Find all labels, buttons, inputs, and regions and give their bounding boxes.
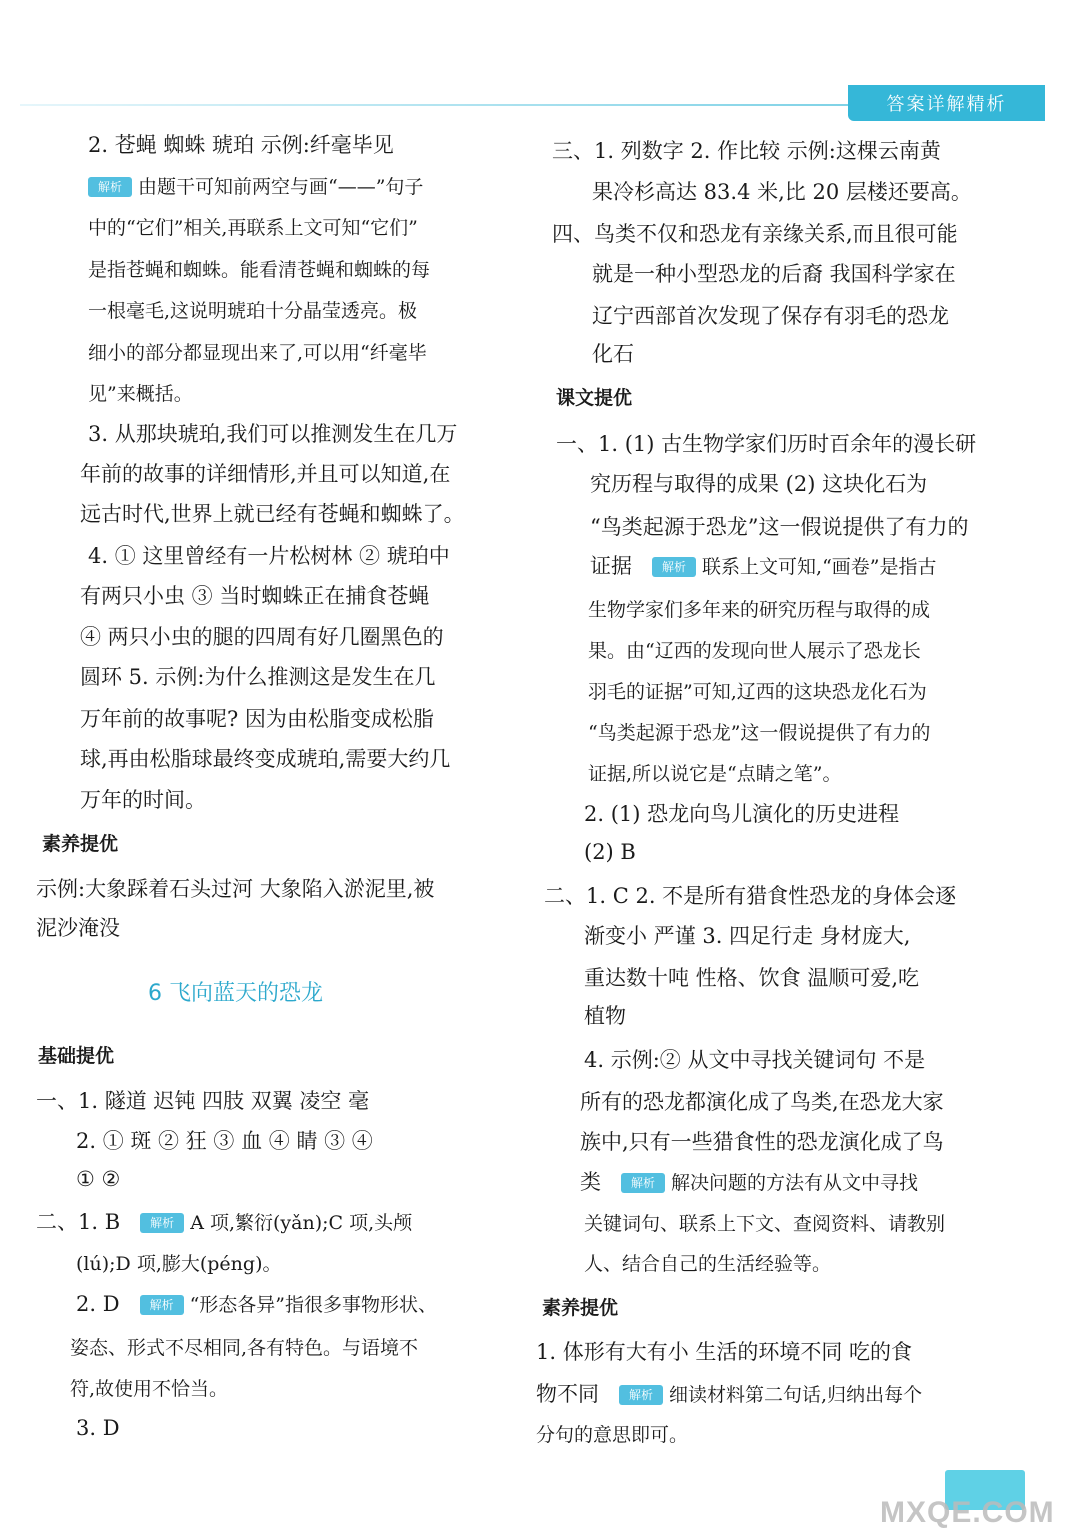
answer-line: 究历程与取得的成果 (2) 这块化石为 — [590, 472, 928, 496]
answer-line: 一、1. 隧道 迟钝 四肢 双翼 凌空 毫 — [36, 1089, 370, 1113]
answer-line: 远古时代,世界上就已经有苍蝇和蜘蛛了。 — [80, 502, 465, 526]
analysis-tag: 解析 — [652, 557, 696, 577]
answer-line: 物不同 解析 细读材料第二句话,归纳出每个 — [536, 1382, 923, 1406]
answer-line: 1. 体形有大有小 生活的环境不同 吃的食 — [536, 1340, 913, 1364]
section-heading: 素养提优 — [42, 833, 119, 855]
lesson-title: 6 飞向蓝天的恐龙 — [148, 981, 323, 1006]
analysis-line: 姿态、形式不尽相同,各有特色。与语境不 — [70, 1337, 419, 1359]
answer-line: 年前的故事的详细情形,并且可以知道,在 — [80, 462, 451, 486]
analysis-line: 羽毛的证据”可知,辽西的这块恐龙化石为 — [588, 681, 927, 703]
answer-line: (2) B — [584, 840, 636, 864]
header-tab: 答案详解精析 — [848, 85, 1045, 121]
analysis-line: 人、结合自己的生活经验等。 — [584, 1253, 832, 1275]
analysis-line: 见”来概括。 — [88, 383, 193, 405]
header-rule — [20, 104, 850, 106]
watermark: MXQE.COM — [880, 1496, 1055, 1529]
analysis-tag: 解析 — [88, 177, 132, 197]
answer-line: 3. D — [76, 1416, 120, 1440]
analysis-tag: 解析 — [619, 1385, 663, 1405]
analysis-line: 是指苍蝇和蜘蛛。能看清苍蝇和蜘蛛的每 — [88, 259, 431, 281]
analysis-line: 证据,所以说它是“点睛之笔”。 — [588, 763, 842, 785]
answer-line: 圆环 5. 示例:为什么推测这是发生在几 — [80, 665, 436, 689]
answer-line: 辽宁西部首次发现了保存有羽毛的恐龙 — [592, 304, 949, 328]
answer-line: 果冷杉高达 83.4 米,比 20 层楼还要高。 — [592, 180, 972, 204]
answer-line: 3. 从那块琥珀,我们可以推测发生在几万 — [88, 422, 458, 446]
analysis-tag: 解析 — [621, 1173, 665, 1193]
analysis-line: 分句的意思即可。 — [536, 1424, 689, 1446]
analysis-line: 符,故使用不恰当。 — [70, 1378, 229, 1400]
analysis-line: 一根毫毛,这说明琥珀十分晶莹透亮。极 — [88, 300, 418, 322]
answer-line: 示例:大象踩着石头过河 大象陷入淤泥里,被 — [36, 877, 435, 901]
analysis-line: “鸟类起源于恐龙”这一假说提供了有力的 — [588, 722, 931, 744]
answer-line: 泥沙淹没 — [36, 916, 120, 940]
section-heading: 课文提优 — [556, 387, 633, 409]
answer-line: 一、1. (1) 古生物学家们历时百余年的漫长研 — [556, 432, 977, 456]
answer-line: 化石 — [592, 342, 634, 366]
section-heading: 基础提优 — [38, 1045, 115, 1067]
answer-line: 万年的时间。 — [80, 788, 206, 812]
analysis-tag: 解析 — [140, 1295, 184, 1315]
answer-line: 重达数十吨 性格、饮食 温顺可爱,吃 — [584, 966, 920, 990]
analysis-tag: 解析 — [140, 1213, 184, 1233]
analysis-line: 解析 由题干可知前两空与画“——”句子 — [88, 173, 423, 201]
analysis-line: (lú);D 项,膨大(péng)。 — [76, 1253, 282, 1275]
answer-line: 证据 解析 联系上文可知,“画卷”是指古 — [590, 554, 937, 578]
answer-line: 族中,只有一些猎食性的恐龙演化成了鸟 — [580, 1130, 944, 1154]
answer-line: 2. (1) 恐龙向鸟儿演化的历史进程 — [584, 802, 900, 826]
answer-line: 4. 示例:② 从文中寻找关键词句 不是 — [584, 1048, 926, 1072]
answer-line: “鸟类起源于恐龙”这一假说提供了有力的 — [590, 515, 969, 539]
answer-line: 二、1. B 解析 A 项,繁衍(yǎn);C 项,头颅 — [36, 1210, 413, 1234]
answer-line: 2. D 解析 “形态各异”指很多事物形状、 — [76, 1292, 438, 1316]
answer-line: 万年前的故事呢? 因为由松脂变成松脂 — [80, 707, 434, 731]
analysis-line: 生物学家们多年来的研究历程与取得的成 — [588, 599, 931, 621]
answer-line: 类 解析 解决问题的方法有从文中寻找 — [580, 1170, 919, 1194]
analysis-line: 中的“它们”相关,再联系上文可知“它们” — [88, 217, 418, 239]
answer-line: 渐变小 严谨 3. 四足行走 身材庞大, — [584, 924, 911, 948]
answer-line: 球,再由松脂球最终变成琥珀,需要大约几 — [80, 747, 451, 771]
analysis-line: 细小的部分都显现出来了,可以用“纤毫毕 — [88, 342, 427, 364]
answer-line: ① ② — [76, 1167, 121, 1191]
answer-line: 2. 苍蝇 蜘蛛 琥珀 示例:纤毫毕见 — [88, 133, 394, 157]
answer-line: 4. ① 这里曾经有一片松树林 ② 琥珀中 — [88, 544, 450, 568]
answer-line: 有两只小虫 ③ 当时蜘蛛正在捕食苍蝇 — [80, 584, 430, 608]
answer-line: 三、1. 列数字 2. 作比较 示例:这棵云南黄 — [552, 139, 941, 163]
answer-line: ④ 两只小虫的腿的四周有好几圈黑色的 — [80, 625, 444, 649]
analysis-line: 果。由“辽西的发现向世人展示了恐龙长 — [588, 640, 921, 662]
analysis-line: 关键词句、联系上下文、查阅资料、请教别 — [584, 1213, 946, 1235]
answer-line: 植物 — [584, 1004, 626, 1028]
answer-line: 所有的恐龙都演化成了鸟类,在恐龙大家 — [580, 1090, 944, 1114]
answer-line: 二、1. C 2. 不是所有猎食性恐龙的身体会逐 — [544, 884, 957, 908]
answer-line: 四、鸟类不仅和恐龙有亲缘关系,而且很可能 — [552, 222, 958, 246]
answer-line: 就是一种小型恐龙的后裔 我国科学家在 — [592, 262, 956, 286]
section-heading: 素养提优 — [542, 1297, 619, 1319]
answer-line: 2. ① 斑 ② 狂 ③ 血 ④ 睛 ③ ④ — [76, 1129, 373, 1153]
